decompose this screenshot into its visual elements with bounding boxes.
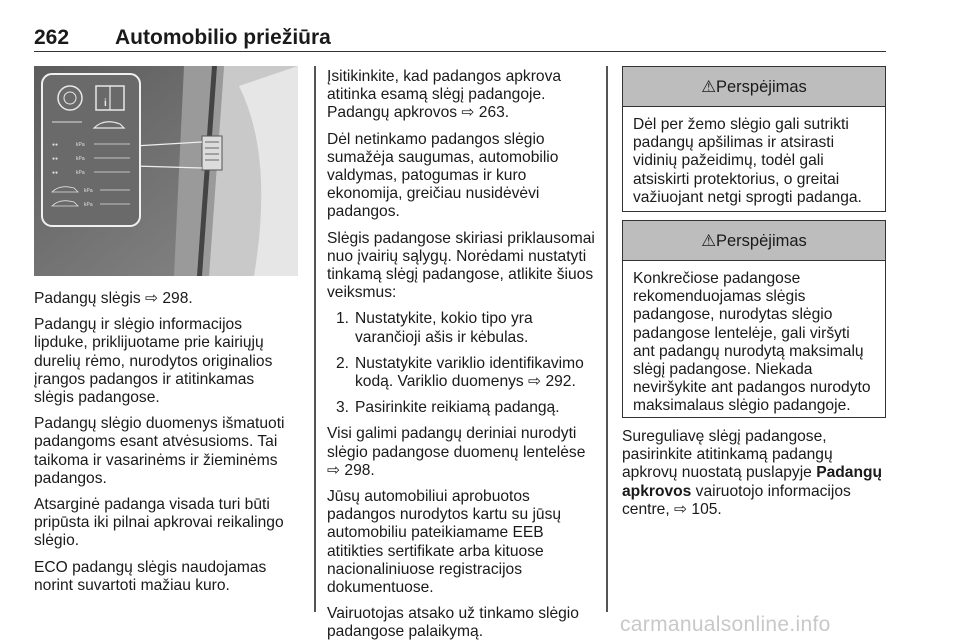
- paragraph: Įsitikinkite, kad padangos apkrova atitinka esamą slėgį padangoje. Padangų apkrovos ⇨ 263.: [327, 68, 562, 122]
- svg-text:●●: ●●: [52, 170, 59, 176]
- page-title: Automobilio priežiūra: [115, 26, 331, 49]
- warning-title: ⚠Perspėjimas: [623, 67, 885, 107]
- paragraph: Slėgis padangose skiriasi priklausomai nuo įvairių sąlygų. Norėdami nustatyti tinkamą slėgį padangose, atlikite šiuos veiksmus:: [327, 229, 595, 302]
- paragraph: Padangų slėgis ⇨ 298.: [34, 290, 193, 307]
- svg-text:●●: ●●: [52, 142, 59, 148]
- steps-list: [327, 310, 595, 417]
- kpa-label: kPa: [76, 170, 85, 176]
- column-divider: [314, 66, 316, 612]
- paragraph: Atsarginė padanga visada turi būti pripūsta iki pilnai apkrovai reikalingo slėgio.: [34, 496, 284, 550]
- svg-text:●●: ●●: [52, 156, 59, 162]
- kpa-label: kPa: [84, 202, 93, 208]
- column-divider: [606, 66, 608, 612]
- paragraph: Jūsų automobiliui aprobuotos padangos nurodytos kartu su jūsų automobiliu pateikiamame EEB atitikties sertifikate arba kituose nacionaliniuose registracijos dokumentuose.: [327, 488, 562, 597]
- list-item: 1. Nustatykite, kokio tipo yra varančioji ašis ir kėbulas.: [336, 310, 533, 346]
- kpa-label: kPa: [76, 156, 85, 162]
- paragraph: Padangų slėgio duomenys išmatuoti padangoms esant atvėsusioms. Tai taikoma ir vasarinėms ir žieminėms padangos.: [34, 415, 285, 487]
- warning-title: ⚠Perspėjimas: [623, 221, 885, 261]
- warning-text: Konkrečiose padangose rekomenduojamas slėgis padangose, nurodytas slėgio padangose lentelėje, gali viršyti ant padangų nurodytą maksimalų slėgį padangose. Niekada neviršykite ant padangos nurodyto maksimalaus slėgio padangoje.: [633, 270, 871, 415]
- kpa-label: kPa: [76, 142, 85, 148]
- paragraph: Vairuotojas atsako už tinkamo slėgio padangose palaikymą.: [327, 605, 579, 641]
- watermark: carmanualsonline.info: [620, 613, 831, 636]
- paragraph: Sureguliavę slėgį padangose, pasirinkite atitinkamą padangų apkrovų nuostatą puslapyje Padangų apkrovos vairuotojo informacijos centre, ⇨ 105.: [622, 428, 883, 518]
- paragraph: Visi galimi padangų deriniai nurodyti slėgio padangose duomenų lentelėse ⇨ 298.: [327, 425, 586, 479]
- door-frame-illustration: [34, 66, 298, 276]
- paragraph: Dėl netinkamo padangos slėgio sumažėja saugumas, automobilio valdymas, patogumas ir kuro ekonomija, greičiau nusidėvėvi padangos.: [327, 130, 559, 221]
- warning-box: [622, 66, 886, 212]
- column-middle: [327, 68, 595, 642]
- warning-box: [622, 220, 886, 418]
- page-header: [34, 26, 886, 52]
- paragraph: Padangų ir slėgio informacijos lipduke, priklijuotame prie kairiųjų durelių rėmo, nurodytos originalios įrangos padangos ir atitinkamas slėgis padangose.: [34, 316, 273, 407]
- column-right: [622, 428, 890, 527]
- tire-pressure-label-illustration: [34, 66, 298, 276]
- kpa-label: kPa: [84, 188, 93, 194]
- column-left: [34, 290, 298, 603]
- warning-text: Dėl per žemo slėgio gali sutrikti padangų apšilimas ir atsirasti vidinių pažeidimų, todėl gali atsiskirti protektorius, o greitai važiuojant netgi sprogti padanga.: [633, 116, 862, 206]
- svg-text:i: i: [104, 98, 107, 109]
- page-number: 262: [34, 26, 70, 49]
- menu-reference: Padangų apkrovos: [622, 464, 883, 500]
- list-item: 3. Pasirinkite reikiamą padangą.: [336, 399, 560, 417]
- paragraph: ECO padangų slėgis naudojamas norint suvartoti mažiau kuro.: [34, 558, 267, 594]
- list-item: 2. Nustatykite variklio identifikavimo kodą. Variklio duomenys ⇨ 292.: [336, 354, 584, 391]
